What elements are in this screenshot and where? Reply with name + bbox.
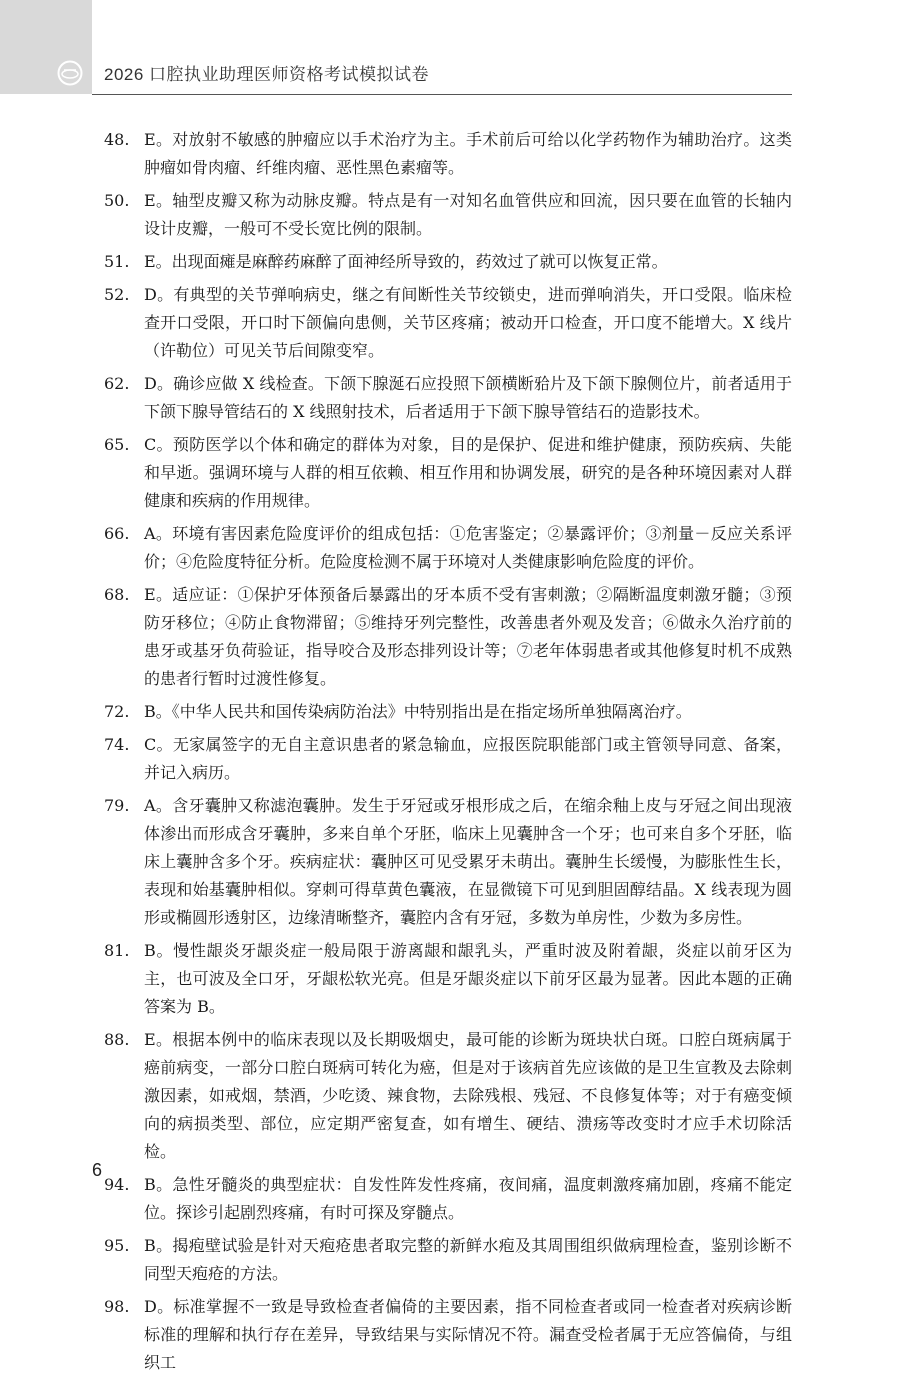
answer-text: D。标准掌握不一致是导致检查者偏倚的主要因素，指不同检查者或同一检查者对疾病诊断标准的理解和执行存在差异，导致结果与实际情况不符。漏查受检者属于无应答偏倚，与组织工 (144, 1297, 792, 1372)
answer-item (104, 792, 792, 932)
answer-number: 51. (104, 252, 130, 271)
answer-number: 95. (104, 1236, 130, 1255)
answer-text: C。预防医学以个体和确定的群体为对象，目的是保护、促进和维护健康，预防疾病、失能和早逝。强调环境与人群的相互依赖、相互作用和协调发展，研究的是各种环境因素对人群健康和疾病的作用规律。 (144, 435, 792, 510)
answer-text: B。急性牙髓炎的典型症状：自发性阵发性疼痛，夜间痛，温度刺激疼痛加剧，疼痛不能定位。探诊引起剧烈疼痛，有时可探及穿髓点。 (144, 1175, 792, 1222)
answer-number: 94. (104, 1175, 130, 1194)
answer-item (104, 248, 792, 276)
answer-number: 81. (104, 941, 130, 960)
answer-number: 88. (104, 1030, 130, 1049)
answer-text: A。含牙囊肿又称滤泡囊肿。发生于牙冠或牙根形成之后，在缩余釉上皮与牙冠之间出现液体渗出而形成含牙囊肿，多来自单个牙胚，临床上见囊肿含一个牙；也可来自多个牙胚，临床上囊肿含多个牙。疾病症状：囊肿区可见受累牙未萌出。囊肿生长缓慢，为膨胀性生长，表现和始基囊肿相似。穿刺可得草黄色囊液，在显微镜下可见到胆固醇结晶。X 线表现为圆形或椭圆形透射区，边缘清晰整齐，囊腔内含有牙冠，多数为单房性，少数为多房性。 (144, 796, 792, 927)
answer-text: E。对放射不敏感的肿瘤应以手术治疗为主。手术前后可给以化学药物作为辅助治疗。这类肿瘤如骨肉瘤、纤维肉瘤、恶性黑色素瘤等。 (144, 130, 792, 177)
answer-text: E。根据本例中的临床表现以及长期吸烟史，最可能的诊断为斑块状白斑。口腔白斑病属于癌前病变，一部分口腔白斑病可转化为癌，但是对于该病首先应该做的是卫生宣教及去除刺激因素，如戒烟，禁酒，少吃烫、辣食物，去除残根、残冠、不良修复体等；对于有癌变倾向的病损类型、部位，应定期严密复查，如有增生、硬结、溃疡等改变时才应手术切除活检。 (144, 1030, 792, 1161)
answer-item (104, 731, 792, 787)
answer-text: B。慢性龈炎牙龈炎症一般局限于游离龈和龈乳头，严重时波及附着龈，炎症以前牙区为主，也可波及全口牙，牙龈松软光亮。但是牙龈炎症以下前牙区最为显著。因此本题的正确答案为 B。 (144, 941, 792, 1016)
answer-item (104, 431, 792, 515)
answer-number: 68. (104, 585, 130, 604)
answer-text: C。无家属签字的无自主意识患者的紧急输血，应报医院职能部门或主管领导同意、备案，并记入病历。 (144, 735, 792, 782)
answer-number: 48. (104, 130, 130, 149)
answer-text: D。确诊应做 X 线检查。下颌下腺涎石应投照下颌横断𬌗片及下颌下腺侧位片，前者适用于下颌下腺导管结石的 X 线照射技术，后者适用于下颌下腺导管结石的造影技术。 (144, 374, 792, 421)
answer-item (104, 581, 792, 693)
answer-text: E。出现面瘫是麻醉药麻醉了面神经所导致的，药效过了就可以恢复正常。 (144, 252, 668, 271)
answer-number: 66. (104, 524, 130, 543)
answer-item (104, 698, 792, 726)
answer-item (104, 126, 792, 182)
page-number: 6 (92, 1160, 103, 1180)
answer-text: A。环境有害因素危险度评价的组成包括：①危害鉴定；②暴露评价；③剂量－反应关系评价；④危险度特征分析。危险度检测不属于环境对人类健康影响危险度的评价。 (144, 524, 792, 571)
answer-number: 74. (104, 735, 130, 754)
answer-number: 98. (104, 1297, 130, 1316)
answer-text: E。轴型皮瓣又称为动脉皮瓣。特点是有一对知名血管供应和回流，因只要在血管的长轴内设计皮瓣，一般可不受长宽比例的限制。 (144, 191, 792, 238)
answer-text: E。适应证：①保护牙体预备后暴露出的牙本质不受有害刺激；②隔断温度刺激牙髓；③预防牙移位；④防止食物滞留；⑤维持牙列完整性，改善患者外观及发音；⑥做永久治疗前的患牙或基牙负荷验证，指导咬合及形态排列设计等；⑦老年体弱患者或其他修复时机不成熟的患者行暂时过渡性修复。 (144, 585, 792, 688)
answer-text: B。揭疱壁试验是针对天疱疮患者取完整的新鲜水疱及其周围组织做病理检查，鉴别诊断不同型天疱疮的方法。 (144, 1236, 792, 1283)
answer-item (104, 520, 792, 576)
answer-number: 62. (104, 374, 130, 393)
answer-number: 50. (104, 191, 130, 210)
answer-item (104, 281, 792, 365)
answer-item (104, 1293, 792, 1377)
header-rule (92, 94, 792, 95)
answer-number: 79. (104, 796, 130, 815)
answer-item (104, 187, 792, 243)
answer-item (104, 1232, 792, 1288)
answer-list (104, 126, 792, 1382)
answer-item (104, 1171, 792, 1227)
answer-item (104, 370, 792, 426)
answer-item (104, 1026, 792, 1166)
answer-number: 52. (104, 285, 130, 304)
answer-number: 72. (104, 702, 130, 721)
answer-item (104, 937, 792, 1021)
answer-text: D。有典型的关节弹响病史，继之有间断性关节绞锁史，进而弹响消失，开口受限。临床检查开口受限，开口时下颌偏向患侧，关节区疼痛；被动开口检查，开口度不能增大。X 线片（许勒位）可见关节后间隙变窄。 (144, 285, 792, 360)
header-title: 2026 口腔执业助理医师资格考试模拟试卷 (104, 65, 430, 84)
answer-number: 65. (104, 435, 130, 454)
publisher-logo-icon (57, 60, 83, 86)
answer-text: B。《中华人民共和国传染病防治法》中特别指出是在指定场所单独隔离治疗。 (144, 702, 692, 721)
